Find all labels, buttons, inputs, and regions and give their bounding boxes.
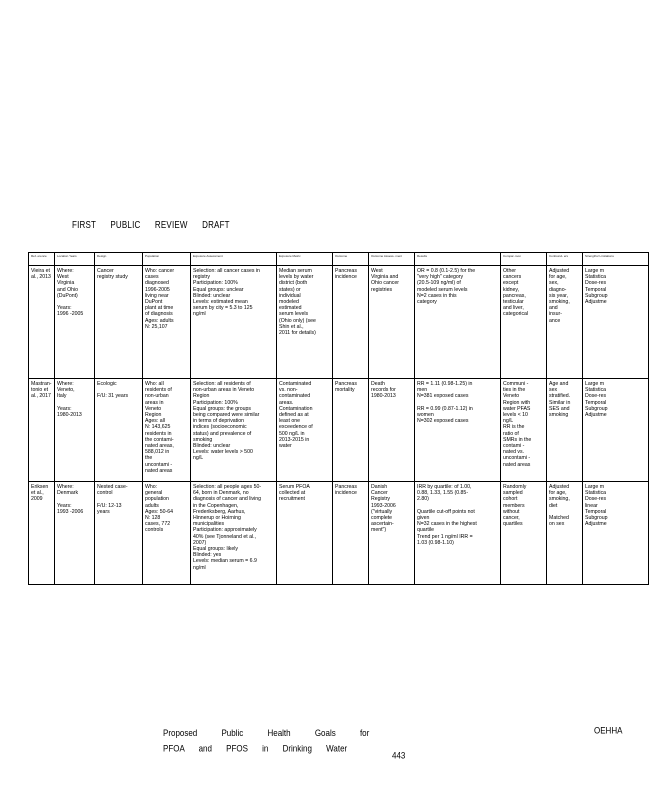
- table-cell: Age and sex stratified. Similar in SES and smoking: [547, 379, 583, 482]
- table-cell: Where: West Virginia and Ohio (DuPont) Years: 1996 -2005: [55, 266, 95, 379]
- column-header: Ref- erence: [29, 253, 55, 266]
- table-cell: Selection: all cancer cases in registry Participation: 100% Equal groups: unclear Blinded: unclear Levels: estimated mean serum by city = 5.3 to 125 ng/ml: [191, 266, 277, 379]
- table-cell: Median serum levels by water district (both states) or individual modeled estimated serum levels (Ohio only) (see Shin et al., 2011 for details): [277, 266, 333, 379]
- footer-title-line-2: PFOA and PFOS in Drinking Water: [163, 743, 348, 754]
- column-header: Location Years: [55, 253, 95, 266]
- column-header: Population: [143, 253, 191, 266]
- table-cell: Large m Statistica Dose-res linear Temporal Subgroup Adjustme: [583, 482, 649, 585]
- table-cell: Selection: all people ages 50- 64, born in Denmark, no diagnosis of cancer and living in the Copenhagen, Frederiksberg, Aarhus, Hinnerup or Hoirning municipalities Participation: approximately 40% (see Tjonneland et al., 2007) Equal groups: likely Blinded: yes Levels: median serum = 6.9 ng/ml: [191, 482, 277, 585]
- table-cell: RR = 1.11 (0.98-1.25) in men N=381 exposed cases RR = 0.99 (0.87-1.12) in women N=302 exposed cases: [415, 379, 501, 482]
- column-header: Exposure Assessment: [191, 253, 277, 266]
- table-cell: Randomly sampled cohort members without cancer, quartiles: [501, 482, 547, 585]
- table-row: [29, 266, 649, 379]
- table-header-row: [29, 253, 649, 266]
- study-table-container: [28, 252, 618, 578]
- table-cell: Communi - ties in the Veneto Region with water PFAS levels < 10 ng/L RR is the ratio of SMRs in the contami - nated vs. uncontami - nated areas: [501, 379, 547, 482]
- table-cell: West Virginia and Ohio cancer registries: [369, 266, 415, 379]
- page-number: 443: [392, 750, 406, 761]
- table-cell: Adjusted for age, smoking, diet Matched on sex: [547, 482, 583, 585]
- table-cell: Cancer registry study: [95, 266, 143, 379]
- table-cell: Large m Statistica Dose-res Temporal Subgroup Adjustme: [583, 266, 649, 379]
- table-cell: Danish Cancer Registry 1993-2006 ("virtually complete ascertain- ment"): [369, 482, 415, 585]
- table-cell: Selection: all residents of non-urban areas in Veneto Region Participation: 100% Equal groups: the groups being compared were similar in terms of deprivation indices (socioeconomic status) and prevalence of smoking Blinded: unclear Levels: water levels > 500 ng/L: [191, 379, 277, 482]
- table-cell: Adjusted for age, sex, diagno- sis year, smoking, and insur- ance: [547, 266, 583, 379]
- table-cell: Serum PFOA collected at recruitment: [277, 482, 333, 585]
- column-header: Outcome Assess- ment: [369, 253, 415, 266]
- table-cell: Who: all residents of non-urban areas in Veneto Region Ages: all N: 143,625 residents in the contami- nated areas, 588,012 in the uncontami - nated areas: [143, 379, 191, 482]
- column-header: Compar- ison: [501, 253, 547, 266]
- footer-title-line-1: Proposed Public Health Goals for: [163, 727, 370, 739]
- table-cell: OR = 0.8 (0.1-2.5) for the "very high" category (20.5-109 ng/ml) of modeled serum levels N=2 cases in this category: [415, 266, 501, 379]
- study-table: [28, 252, 649, 585]
- column-header: Confound- ers: [547, 253, 583, 266]
- table-cell: Nested case- control F/U: 12-13 years: [95, 482, 143, 585]
- table-cell: Pancreas incidence: [333, 266, 369, 379]
- table-cell: Death records for 1980-2013: [369, 379, 415, 482]
- agency-name: OEHHA: [594, 725, 623, 736]
- table-cell: Where: Veneto, Italy Years: 1980-2013: [55, 379, 95, 482]
- column-header: Exposure Metric: [277, 253, 333, 266]
- table-cell: Other cancers except kidney, pancreas, testicular and liver, categorical: [501, 266, 547, 379]
- table-row: [29, 482, 649, 585]
- column-header: Results: [415, 253, 501, 266]
- table-cell: Vieira et al., 2013: [29, 266, 55, 379]
- table-cell: Eriksen et al., 2009: [29, 482, 55, 585]
- table-cell: Who: cancer cases diagnosed 1996-2005 living near DuPont plant at time of diagnosis Ages: adults N: 25,107: [143, 266, 191, 379]
- draft-label: FIRST PUBLIC REVIEW DRAFT: [72, 219, 230, 231]
- column-header: Design: [95, 253, 143, 266]
- table-cell: Pancreas incidence: [333, 482, 369, 585]
- table-cell: Where: Denmark Years: 1993 -2006: [55, 482, 95, 585]
- table-cell: Large m Statistica Dose-res Temporal Subgroup Adjustme: [583, 379, 649, 482]
- table-cell: Ecologic F/U: 31 years: [95, 379, 143, 482]
- table-cell: Contaminated vs. non- contaminated areas. Contamination defined as at least one exceedence of 500 ng/L in 2013-2015 in water: [277, 379, 333, 482]
- table-cell: IRR by quartile: of 1.00, 0.88, 1.33, 1.55 (0.85- 2.80) Quartile cut-off points not given N=32 cases in the highest quartile Trend per 1 ng/ml IRR = 1.03 (0.98-1.10): [415, 482, 501, 585]
- table-cell: Pancreas mortality: [333, 379, 369, 482]
- table-cell: Who: general population adults Ages: 50-64 N: 128 cases, 772 controls: [143, 482, 191, 585]
- column-header: Strengths/ Limitations: [583, 253, 649, 266]
- document-footer: [163, 725, 369, 756]
- column-header: Outcome: [333, 253, 369, 266]
- table-row: [29, 379, 649, 482]
- table-cell: Mastran- tonio et al., 2017: [29, 379, 55, 482]
